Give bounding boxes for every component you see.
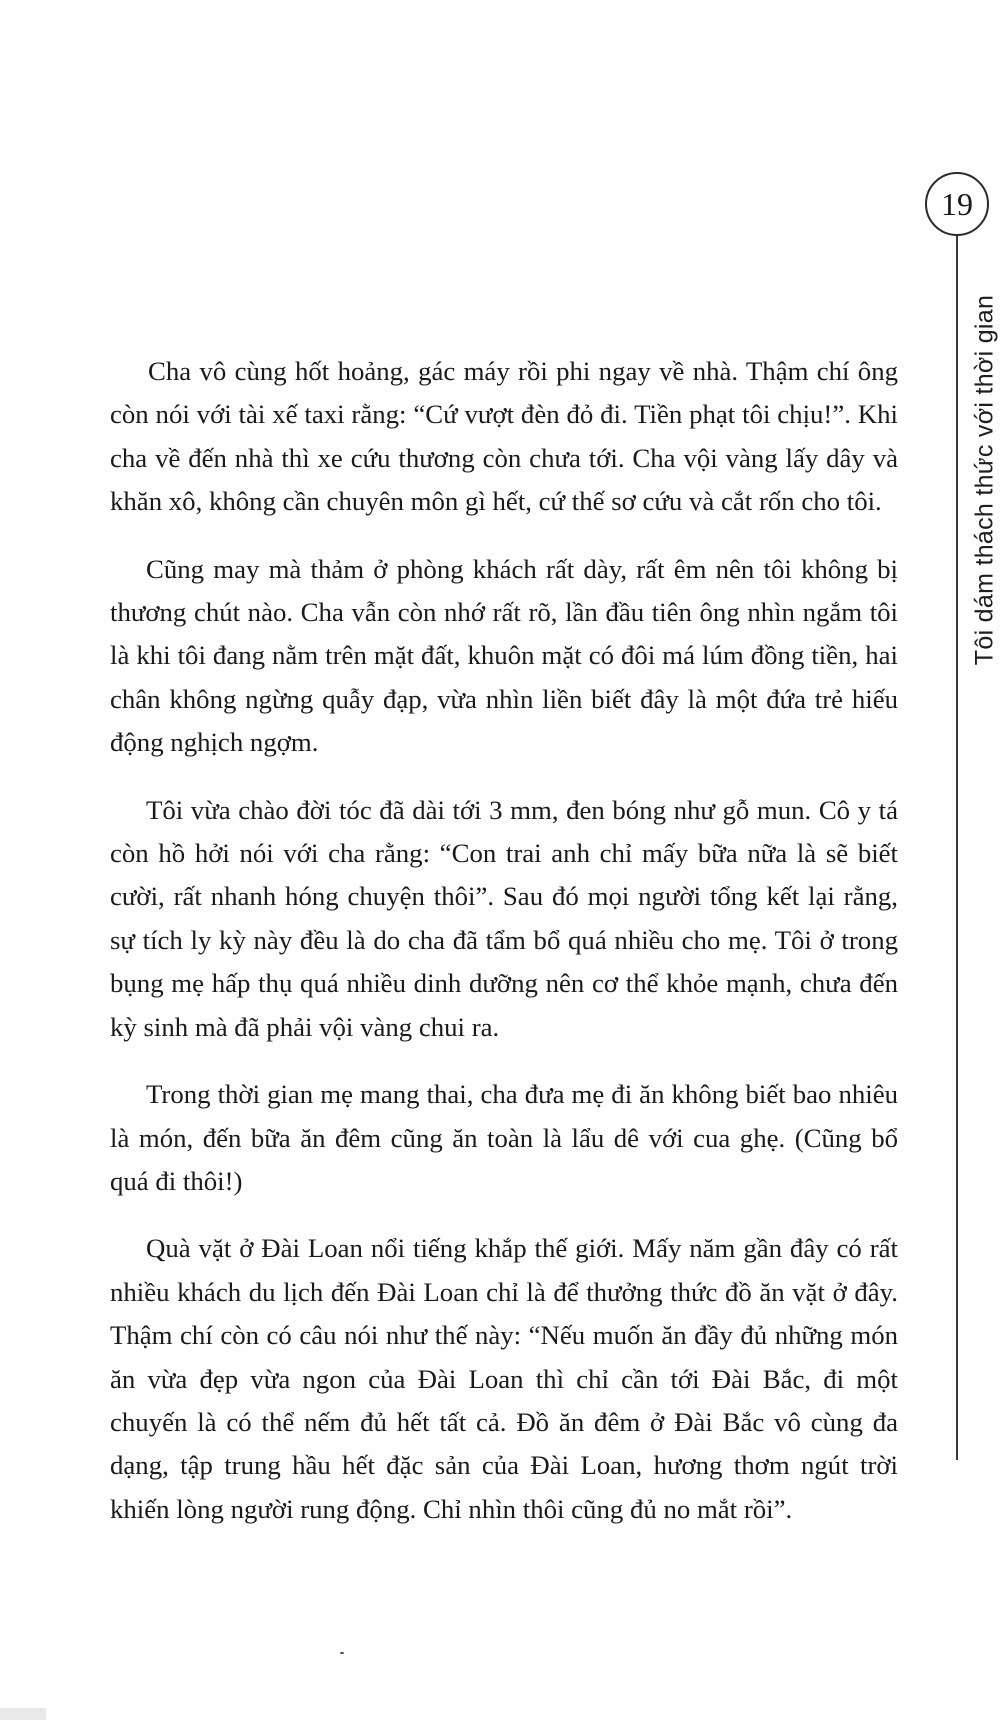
print-speck [340,1652,344,1654]
side-rule [956,236,958,1460]
page-number: 19 [925,172,989,236]
scan-corner-mark [0,1708,46,1720]
body-text [110,350,898,1555]
paragraph-2: Cũng may mà thảm ở phòng khách rất dày, rất êm nên tôi không bị thương chút nào. Cha vẫn còn nhớ rất rõ, lần đầu tiên ông nhìn ngắm tôi là khi tôi đang nằm trên mặt đất, khuôn mặt có đôi má lúm đồng tiền, hai chân không ngừng quẫy đạp, vừa nhìn liền biết đây là một đứa trẻ hiếu động nghịch ngợm. [110,553,898,758]
paragraph-5: Quà vặt ở Đài Loan nổi tiếng khắp thế giới. Mấy năm gần đây có rất nhiều khách du lịch đến Đài Loan chỉ là để thưởng thức đồ ăn vặt ở đây. Thậm chí còn có câu nói như thế này: “Nếu muốn ăn đầy đủ những món ăn vừa đẹp vừa ngon của Đài Loan thì chỉ cần tới Đài Bắc, đi một chuyến là có thể nếm đủ hết tất cả. Đồ ăn đêm ở Đài Bắc vô cùng đa dạng, tập trung hầu hết đặc sản của Đài Loan, hương thơm ngút trời khiến lòng người rung động. Chỉ nhìn thôi cũng đủ no mắt rồi”. [110,1233,898,1524]
running-head: Tôi dám thách thức với thời gian [970,294,999,666]
paragraph-3: Tôi vừa chào đời tóc đã dài tới 3 mm, đen bóng như gỗ mun. Cô y tá còn hồ hởi nói với cha rằng: “Con trai anh chỉ mấy bữa nữa là sẽ biết cười, rất nhanh hóng chuyện thôi”. Sau đó mọi người tổng kết lại rằng, sự tích ly kỳ này đều là do cha đã tẩm bổ quá nhiều cho mẹ. Tôi ở trong bụng mẹ hấp thụ quá nhiều dinh dưỡng nên cơ thể khỏe mạnh, chưa đến kỳ sinh mà đã phải vội vàng chui ra. [110,794,898,1042]
paragraph-1: Cha vô cùng hốt hoảng, gác máy rồi phi ngay về nhà. Thậm chí ông còn nói với tài xế taxi rằng: “Cứ vượt đèn đỏ đi. Tiền phạt tôi chịu!”. Khi cha về đến nhà thì xe cứu thương còn chưa tới. Cha vội vàng lấy dây và khăn xô, không cần chuyên môn gì hết, cứ thế sơ cứu và cắt rốn cho tôi. [110,356,898,517]
paragraph-4: Trong thời gian mẹ mang thai, cha đưa mẹ đi ăn không biết bao nhiêu là món, đến bữa ăn đêm cũng ăn toàn là lẩu dê với cua ghẹ. (Cũng bổ quá đi thôi!) [110,1079,898,1196]
